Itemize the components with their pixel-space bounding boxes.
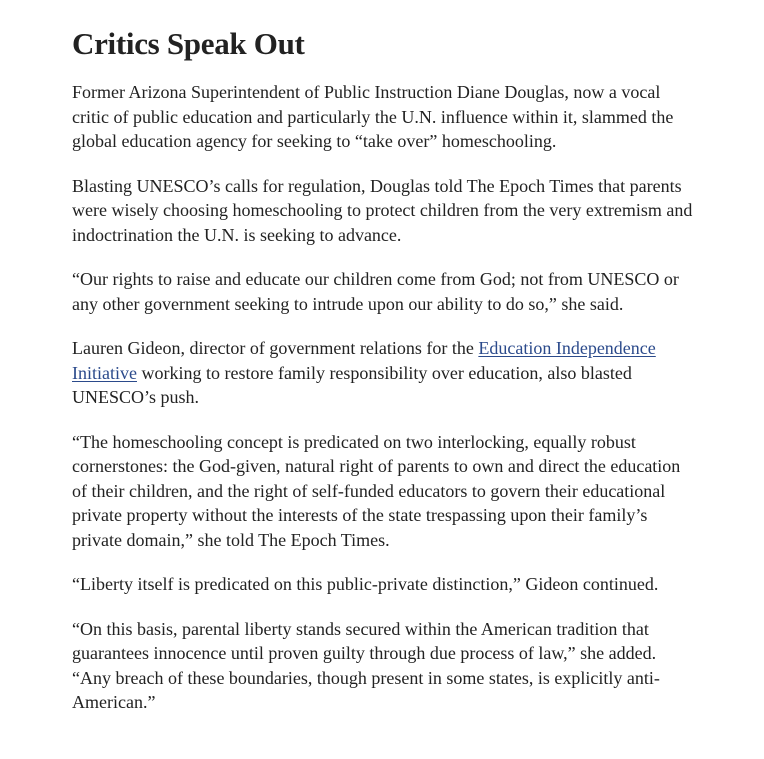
paragraph-text: Lauren Gideon, director of government relations for the [72,338,479,358]
paragraph: “The homeschooling concept is predicated on two interlocking, equally robust cornerstones: the God-given, natural right of parents to own and direct the education of their children, and the right of self-funded educators to govern their educational private property without the interests of the state trespassing upon their family’s private domain,” she told The Epoch Times. [72,431,681,550]
article-section [72,26,694,735]
paragraph: Former Arizona Superintendent of Public Instruction Diane Douglas, now a vocal critic of public education and particularly the U.N. influence within it, slammed the global education agency for seeking to “take over” homeschooling. [72,82,674,151]
paragraph: “Our rights to raise and educate our children come from God; not from UNESCO or any other government seeking to intrude upon our ability to do so,” she said. [72,269,679,314]
section-heading: Critics Speak Out [72,26,305,61]
paragraph: “On this basis, parental liberty stands secured within the American tradition that guarantees innocence until proven guilty through due process of law,” she added. “Any breach of these boundaries, though present in some states, is explicitly anti-American.” [72,618,660,712]
education-independence-initiative-link[interactable]: Education Independence Initiative [72,338,656,383]
paragraph-text: working to restore family responsibility over education, also blasted UNESCO’s push. [72,362,632,407]
paragraph: “Liberty itself is predicated on this public-private distinction,” Gideon continued. [72,574,659,594]
paragraph-with-link [72,336,694,410]
paragraph: Blasting UNESCO’s calls for regulation, Douglas told The Epoch Times that parents were wisely choosing homeschooling to protect children from the very extremism and indoctrination the U.N. is seeking to advance. [72,175,693,245]
